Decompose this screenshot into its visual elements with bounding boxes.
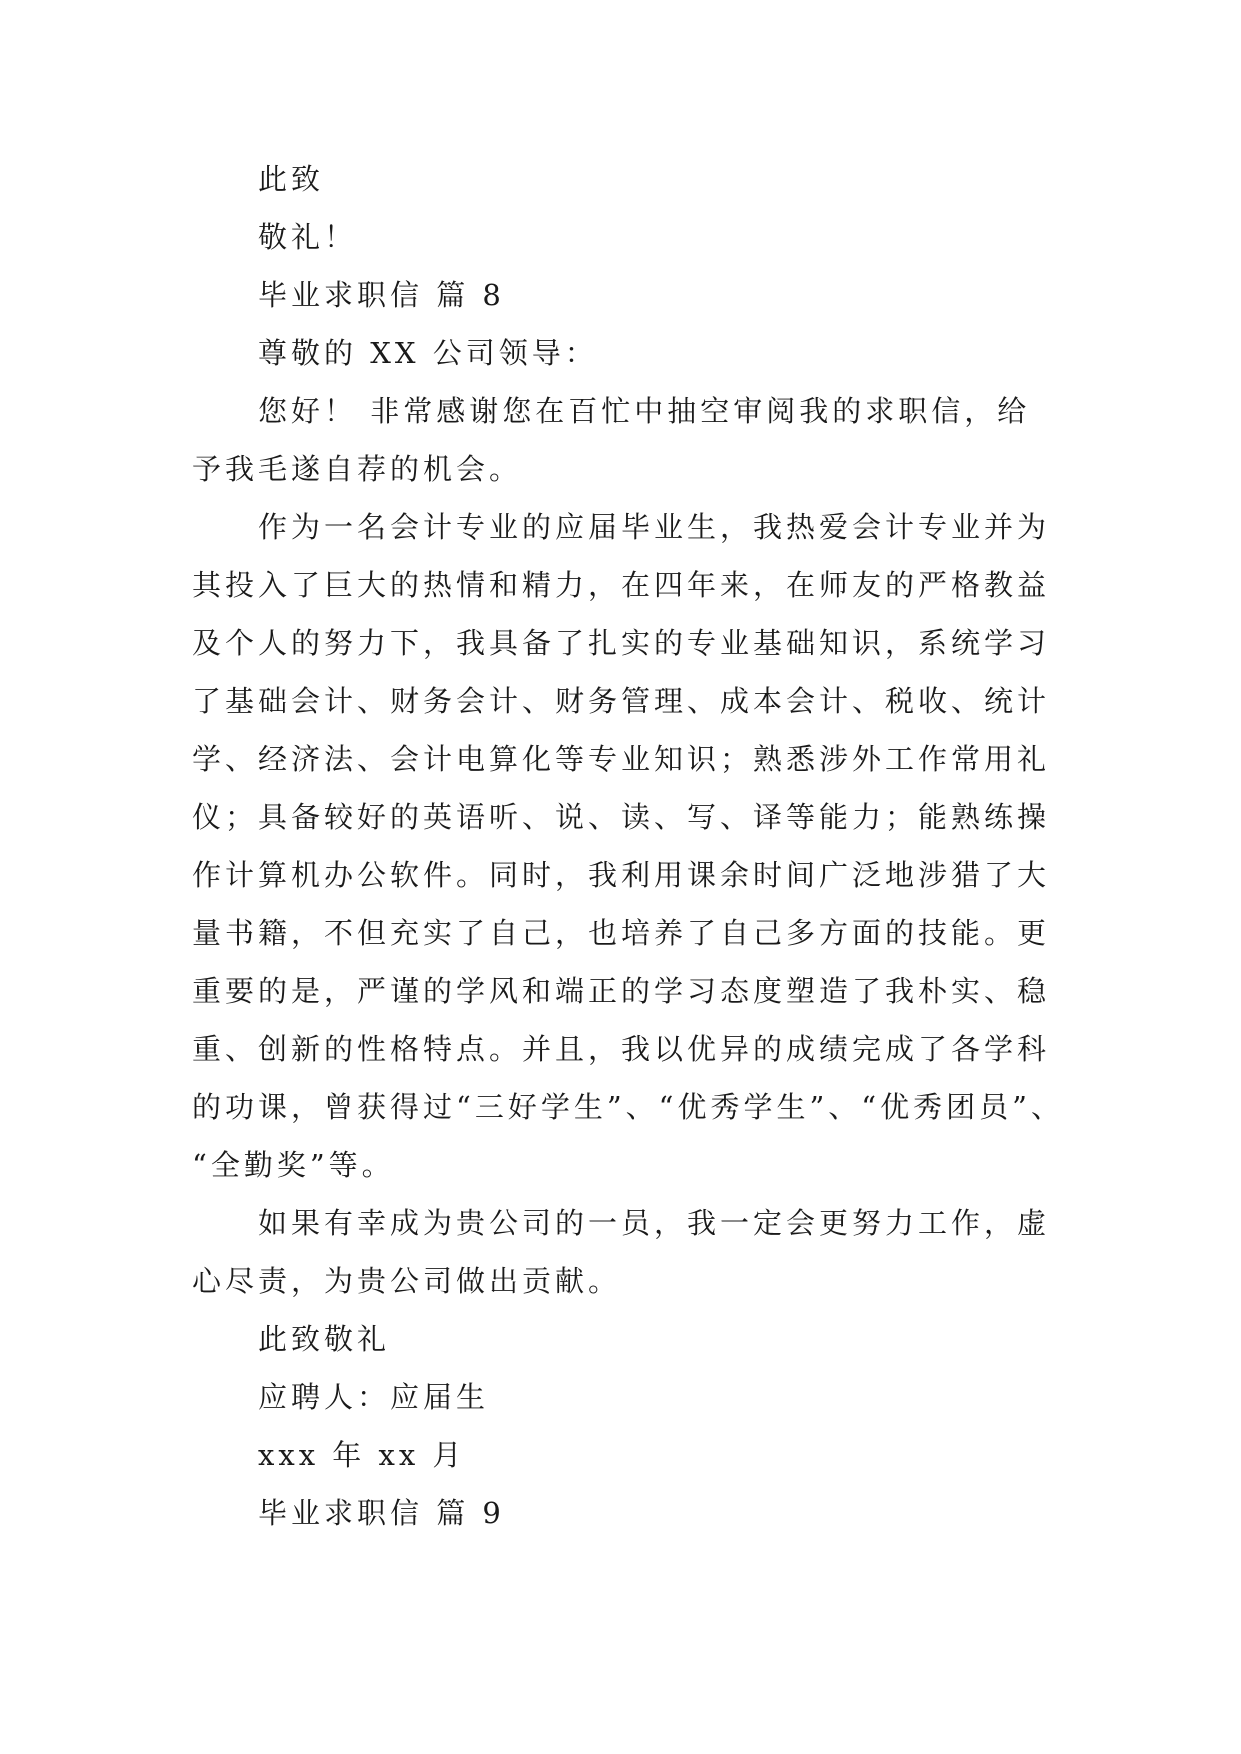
- applicant-signature: 应聘人：应届生: [258, 1380, 490, 1414]
- paragraph-2-line-7: 作计算机办公软件。同时，我利用课余时间广泛地涉猎了大: [192, 858, 1051, 892]
- paragraph-3-line-1: 如果有幸成为贵公司的一员，我一定会更努力工作，虚: [258, 1206, 1051, 1240]
- paragraph-2-line-5: 学、经济法、会计电算化等专业知识；熟悉涉外工作常用礼: [192, 742, 1051, 776]
- closing-salutation: 此致: [258, 162, 325, 196]
- paragraph-1-line-1: 您好！ 非常感谢您在百忙中抽空审阅我的求职信，给: [258, 394, 1031, 428]
- paragraph-2-line-2: 其投入了巨大的热情和精力，在四年来，在师友的严格教益: [192, 568, 1051, 602]
- closing-regards: 敬礼！: [258, 220, 358, 254]
- paragraph-3-line-2: 心尽责，为贵公司做出贡献。: [192, 1264, 622, 1298]
- letter-date: xxx 年 xx 月: [258, 1438, 466, 1472]
- closing-salutation-2: 此致敬礼: [258, 1322, 391, 1356]
- paragraph-2-line-9: 重要的是，严谨的学风和端正的学习态度塑造了我朴实、稳: [192, 974, 1051, 1008]
- section-heading-8: 毕业求职信 篇 8: [258, 278, 505, 312]
- document-page: [192, 160, 1064, 1532]
- paragraph-2-line-4: 了基础会计、财务会计、财务管理、成本会计、税收、统计: [192, 684, 1051, 718]
- paragraph-2-line-12: “全勤奖”等。: [192, 1148, 395, 1182]
- paragraph-2-line-3: 及个人的努力下，我具备了扎实的专业基础知识，系统学习: [192, 626, 1051, 660]
- paragraph-1-line-2: 予我毛遂自荐的机会。: [192, 452, 523, 486]
- paragraph-2-line-8: 量书籍，不但充实了自己，也培养了自己多方面的技能。更: [192, 916, 1051, 950]
- letter-greeting: 尊敬的 XX 公司领导：: [258, 336, 598, 370]
- paragraph-2-line-6: 仪；具备较好的英语听、说、读、写、译等能力；能熟练操: [192, 800, 1051, 834]
- section-heading-9: 毕业求职信 篇 9: [258, 1496, 505, 1530]
- paragraph-2-line-1: 作为一名会计专业的应届毕业生，我热爱会计专业并为: [258, 510, 1051, 544]
- paragraph-2-line-10: 重、创新的性格特点。并且，我以优异的成绩完成了各学科: [192, 1032, 1051, 1066]
- paragraph-2-line-11: 的功课，曾获得过“三好学生”、“优秀学生”、“优秀团员”、: [192, 1090, 1064, 1124]
